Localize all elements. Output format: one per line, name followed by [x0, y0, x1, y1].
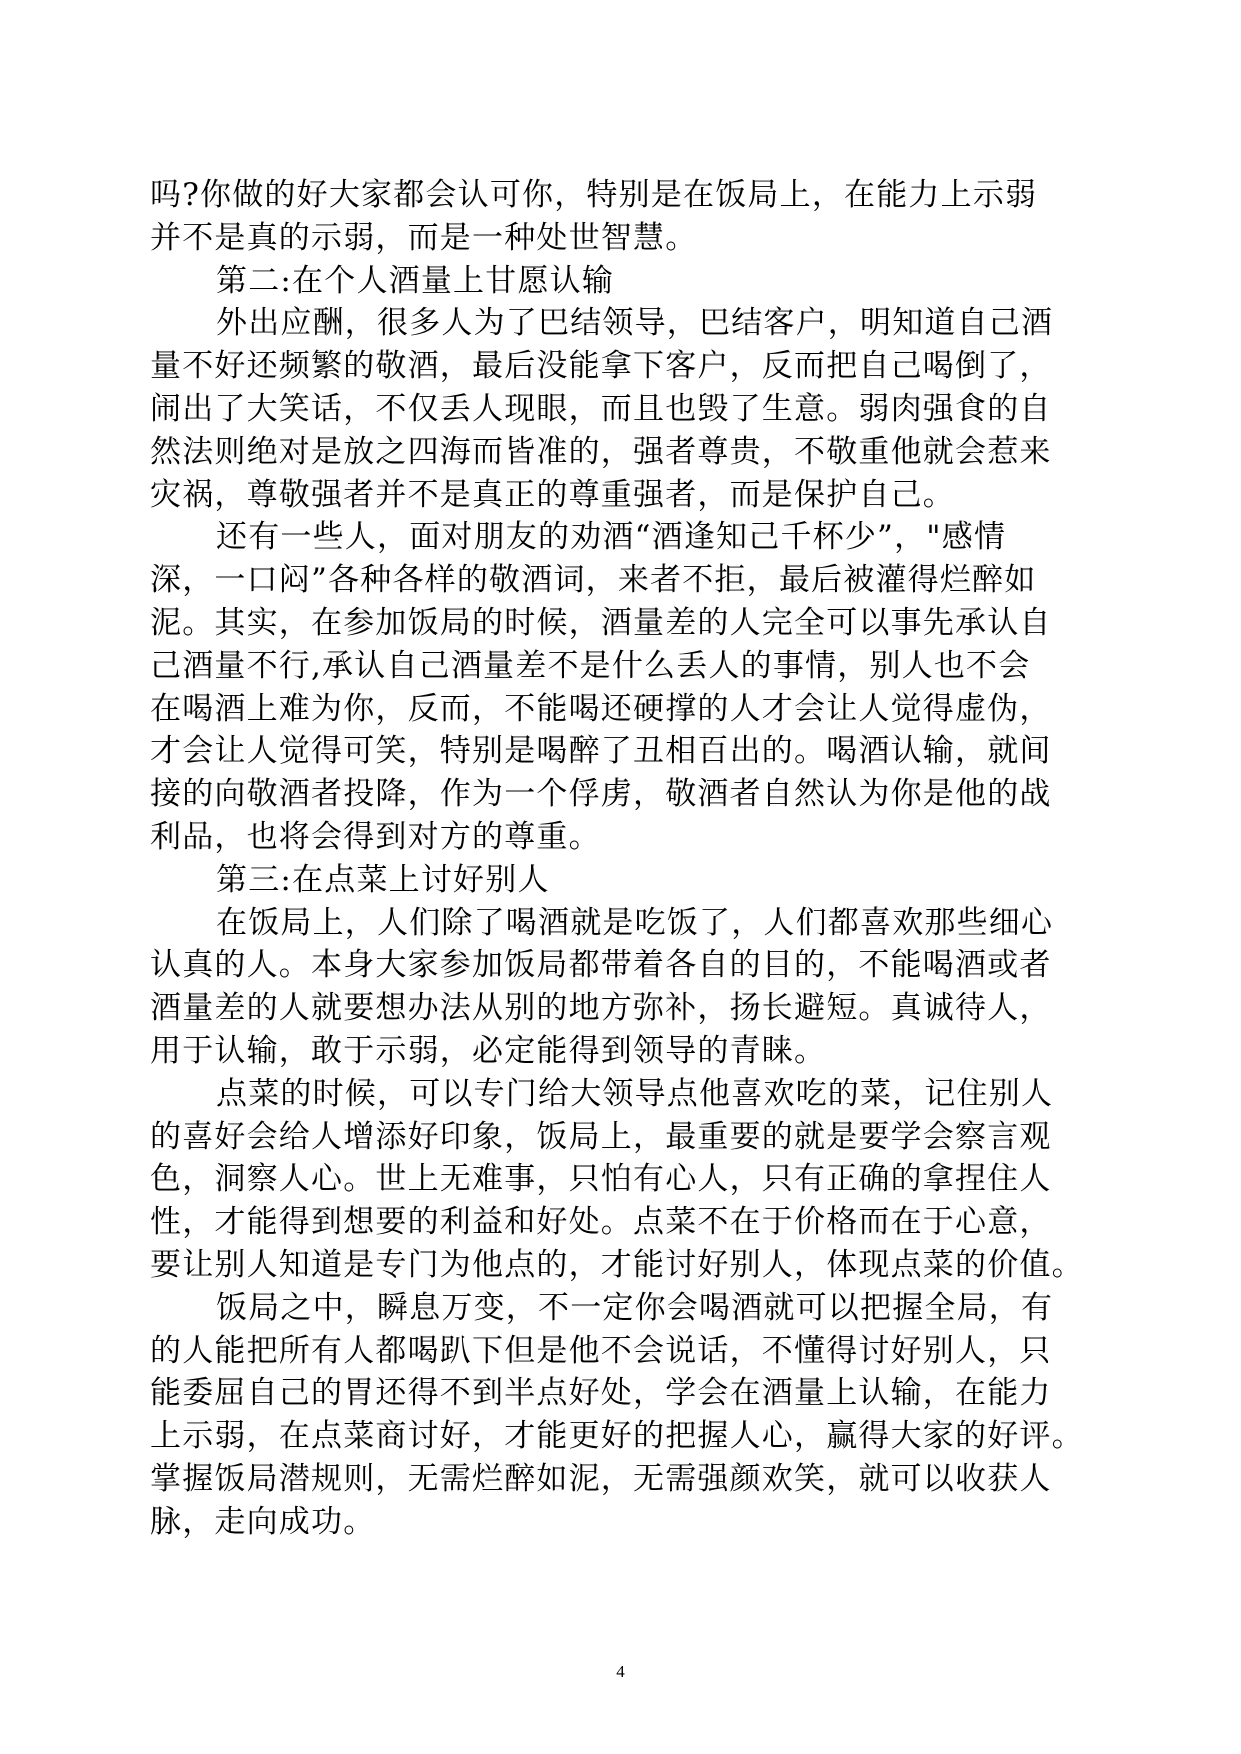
text-line: 接的向敬酒者投降，作为一个俘虏，敬酒者自然认为你是他的战: [150, 776, 1052, 813]
text-line: 并不是真的示弱，而是一种处世智慧。: [150, 219, 698, 256]
text-line: 性，才能得到想要的利益和好处。点菜不在于价格而在于心意，: [150, 1204, 1052, 1241]
text-line: 深，一口闷”各种各样的敬酒词，来者不拒，最后被灌得烂醉如: [150, 562, 1037, 599]
text-line: 的人能把所有人都喝趴下但是他不会说话，不懂得讨好别人，只: [150, 1332, 1052, 1369]
text-line: 上示弱，在点菜商讨好，才能更好的把握人心，赢得大家的好评。: [150, 1418, 1084, 1455]
text-line: 点菜的时候，可以专门给大领导点他喜欢吃的菜，记住别人: [216, 1075, 1054, 1112]
page-number: 4: [616, 1662, 625, 1681]
text-line: 还有一些人，面对朋友的劝酒“酒逢知己千杯少”，"感情: [216, 519, 1007, 556]
text-line: 在饭局上，人们除了喝酒就是吃饭了，人们都喜欢那些细心: [216, 904, 1054, 941]
text-line: 才会让人觉得可笑，特别是喝醉了丑相百出的。喝酒认输，就间: [150, 733, 1052, 770]
text-line: 脉，走向成功。: [150, 1503, 376, 1540]
text-line: 色，洞察人心。世上无难事，只怕有心人，只有正确的拿捏住人: [150, 1161, 1052, 1198]
text-line: 吗?你做的好大家都会认可你，特别是在饭局上，在能力上示弱: [150, 177, 1038, 213]
text-line: 掌握饭局潜规则，无需烂醉如泥，无需强颜欢笑，就可以收获人: [150, 1460, 1052, 1497]
text-line: 利品，也将会得到对方的尊重。: [150, 818, 601, 855]
text-line: 能委屈自己的胃还得不到半点好处，学会在酒量上认输，在能力: [150, 1375, 1052, 1412]
text-line: 闹出了大笑话，不仅丢人现眼，而且也毁了生意。弱肉强食的自: [150, 390, 1052, 427]
text-line: 己酒量不行,承认自己酒量差不是什么丢人的事情，别人也不会: [150, 647, 1031, 684]
text-line: 用于认输，敢于示弱，必定能得到领导的青睐。: [150, 1032, 827, 1069]
text-line: 酒量差的人就要想办法从别的地方弥补，扬长避短。真诚待人，: [150, 990, 1052, 1027]
text-line: 泥。其实，在参加饭局的时候，酒量差的人完全可以事先承认自: [150, 604, 1052, 641]
text-line: 在喝酒上难为你，反而，不能喝还硬撑的人才会让人觉得虚伪，: [150, 690, 1052, 727]
text-line: 量不好还频繁的敬酒，最后没能拿下客户，反而把自己喝倒了，: [150, 348, 1052, 385]
text-line: 认真的人。本身大家参加饭局都带着各自的目的，不能喝酒或者: [150, 947, 1052, 984]
text-line: 然法则绝对是放之四海而皆准的，强者尊贵，不敬重他就会惹来: [150, 433, 1052, 470]
document-body: [150, 174, 1094, 1544]
text-line: 饭局之中，瞬息万变，不一定你会喝酒就可以把握全局，有: [216, 1289, 1054, 1326]
text-line: 的喜好会给人增添好印象，饭局上，最重要的就是要学会察言观: [150, 1118, 1052, 1155]
text-line: 要让别人知道是专门为他点的，才能讨好别人，体现点菜的价值。: [150, 1246, 1084, 1283]
section-heading: 第二:在个人酒量上甘愿认输: [216, 262, 615, 299]
text-line: 灾祸，尊敬强者并不是真正的尊重强者，而是保护自己。: [150, 476, 955, 513]
text-line: 外出应酬，很多人为了巴结领导，巴结客户，明知道自己酒: [216, 305, 1054, 342]
section-heading: 第三:在点菜上讨好别人: [216, 861, 550, 898]
